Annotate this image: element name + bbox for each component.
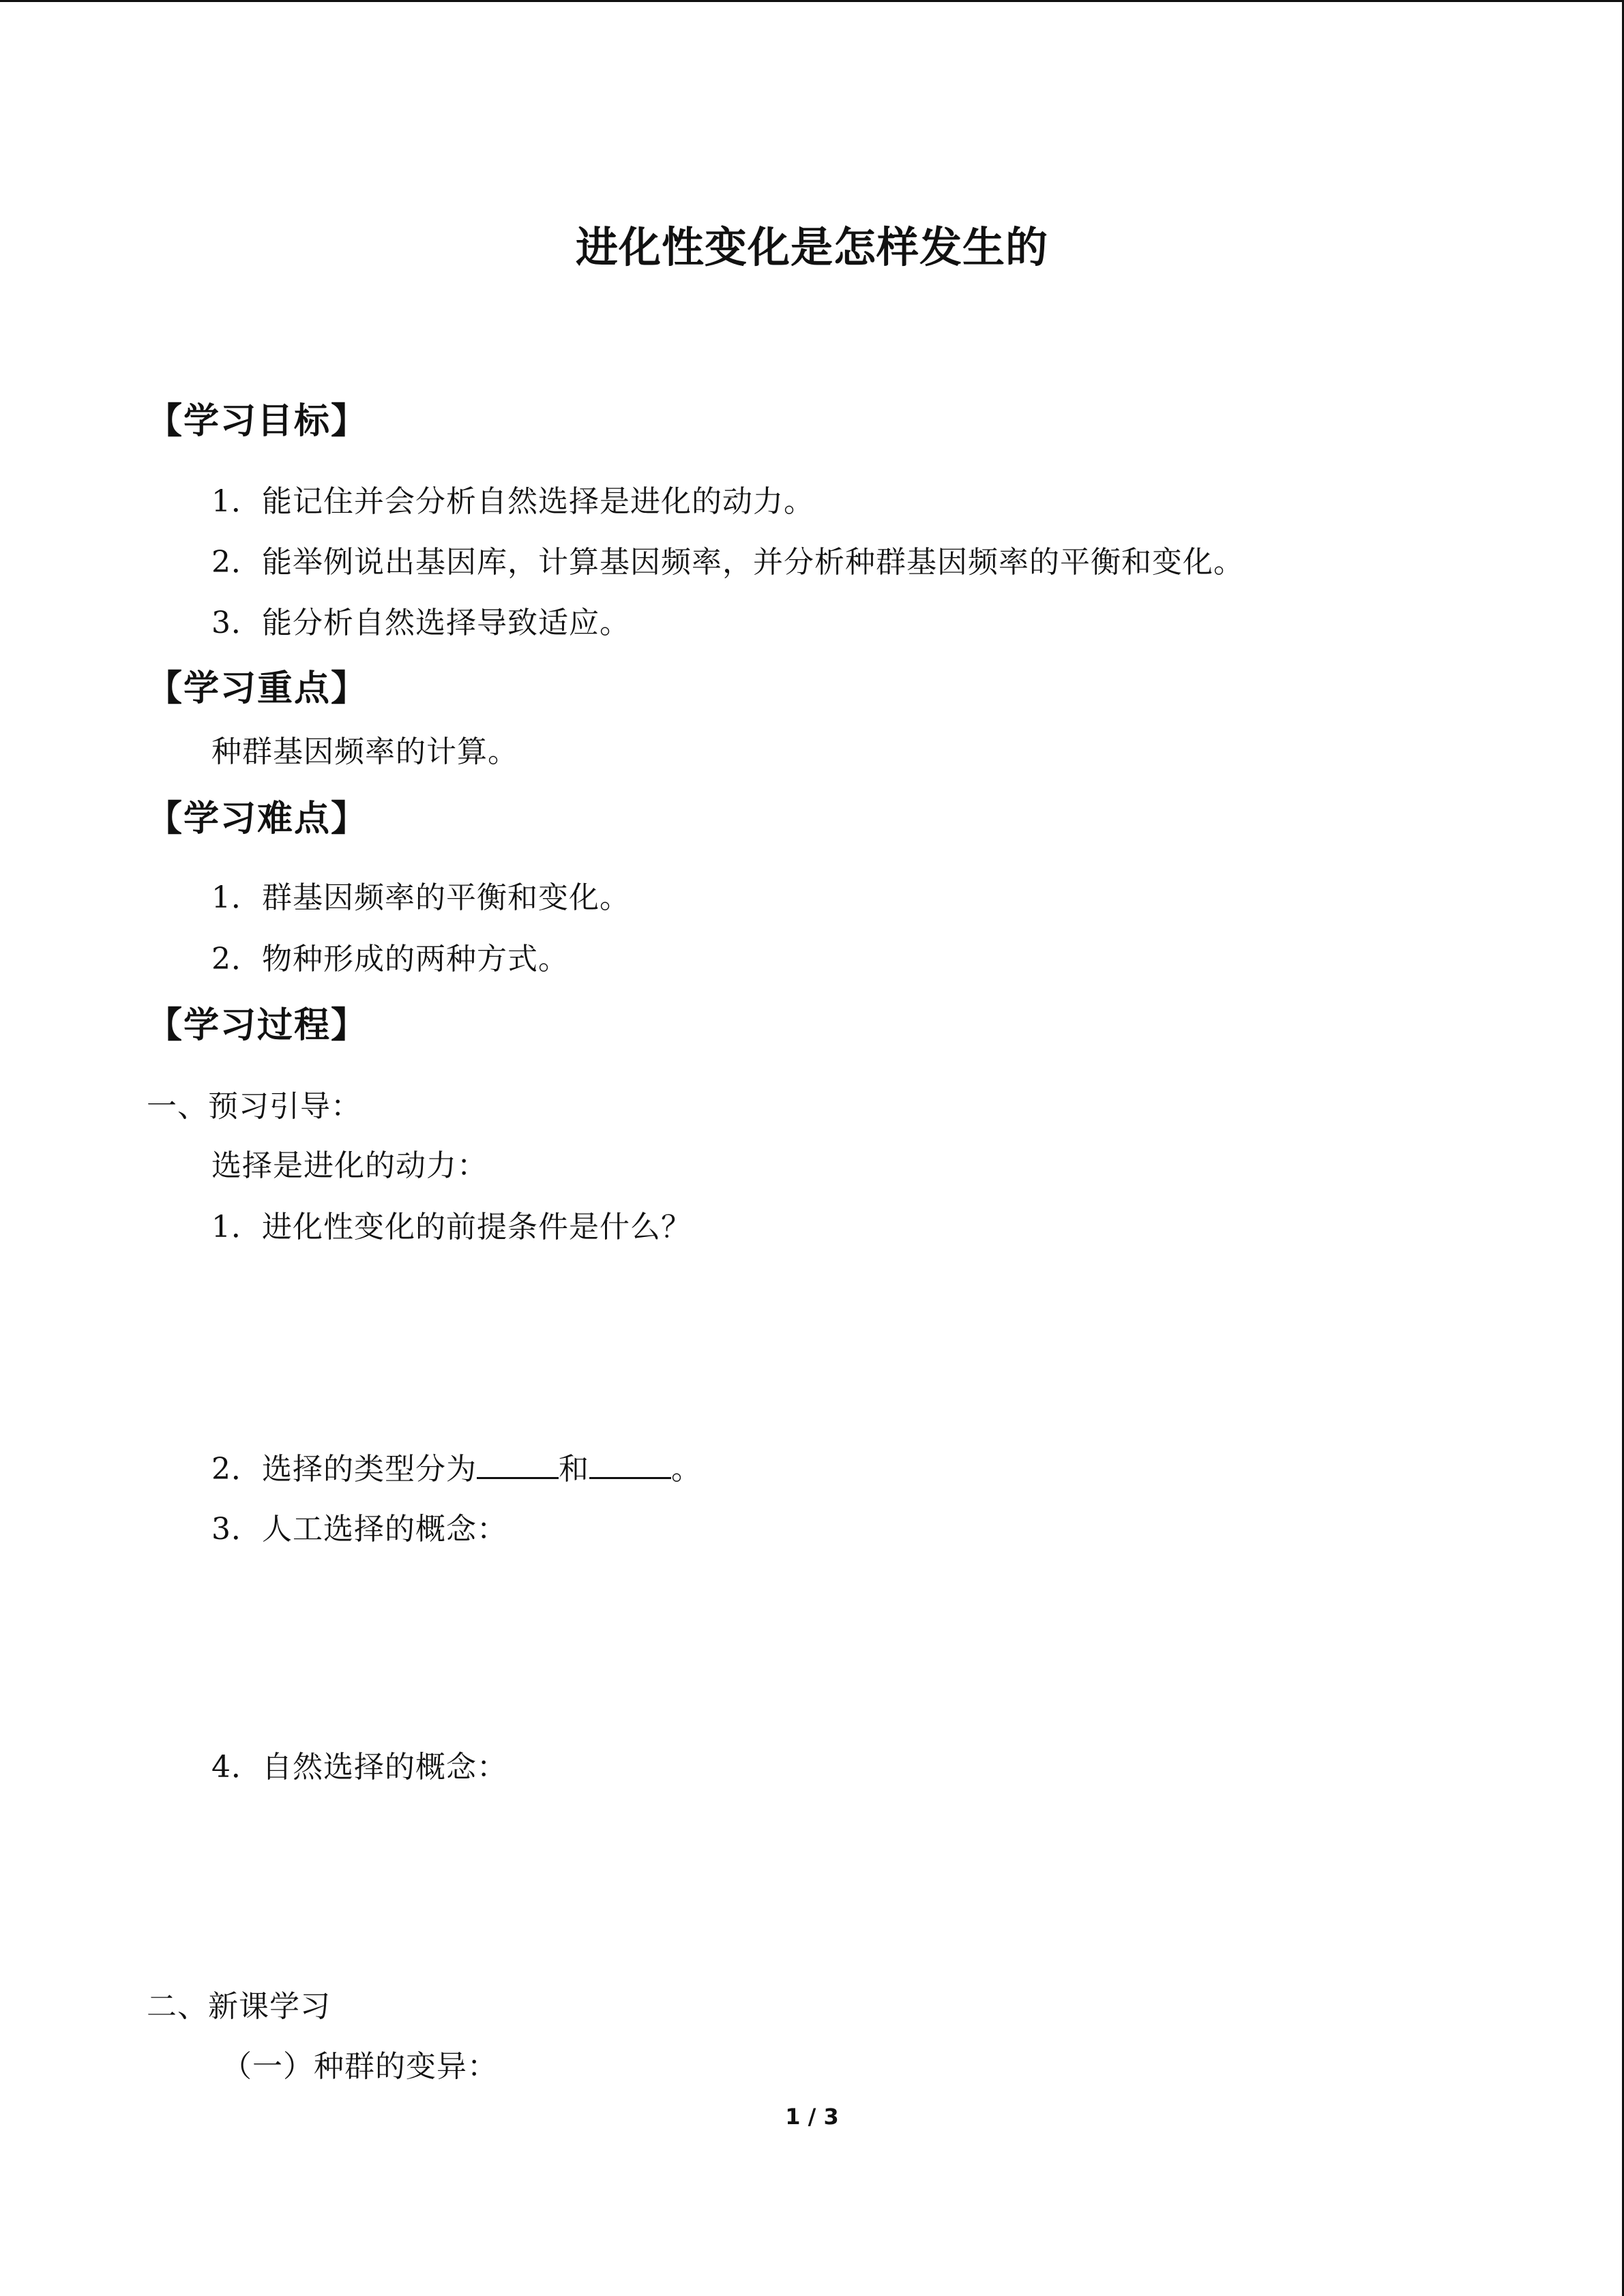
question-4-num: 4． — [211, 1750, 262, 1785]
question-2-text-c: 。 — [671, 1452, 702, 1487]
question-3 — [211, 1504, 507, 1548]
heading-difficulties: 【学习难点】 — [147, 799, 368, 839]
question-1-num: 1． — [211, 1210, 262, 1244]
question-2 — [211, 1444, 702, 1488]
goal-item-3-text: 能分析自然选择导致适应。 — [262, 606, 630, 640]
goal-item-3 — [211, 598, 630, 642]
part1-label: 一、预习引导： — [147, 1089, 361, 1124]
question-2-num: 2． — [211, 1452, 262, 1487]
part2-sub1: （一）种群的变异： — [222, 2049, 498, 2084]
question-2-text-b: 和 — [559, 1452, 589, 1487]
question-4 — [211, 1742, 507, 1786]
difficulty-item-2-num: 2． — [211, 942, 262, 976]
goal-item-1-num: 1． — [211, 484, 262, 519]
heading-process: 【学习过程】 — [147, 1005, 368, 1046]
part1-subtitle: 选择是进化的动力： — [211, 1148, 488, 1183]
question-3-num: 3． — [211, 1512, 262, 1547]
answer-blank-1[interactable] — [477, 1450, 559, 1479]
key-points-text: 种群基因频率的计算。 — [211, 734, 518, 769]
question-3-text: 人工选择的概念： — [262, 1512, 507, 1547]
difficulty-item-1-text: 群基因频率的平衡和变化。 — [262, 880, 630, 915]
part2-label: 二、新课学习 — [147, 1989, 331, 2024]
question-4-text: 自然选择的概念： — [262, 1750, 507, 1785]
heading-key-points: 【学习重点】 — [147, 668, 368, 709]
question-1-text: 进化性变化的前提条件是什么？ — [262, 1210, 692, 1244]
difficulty-item-2 — [211, 934, 569, 978]
goal-item-2-num: 2． — [211, 545, 262, 580]
difficulty-item-1 — [211, 873, 630, 916]
goal-item-2-text: 能举例说出基因库，计算基因频率，并分析种群基因频率的平衡和变化。 — [262, 545, 1244, 580]
heading-goals: 【学习目标】 — [147, 401, 368, 442]
goal-item-1-text: 能记住并会分析自然选择是进化的动力。 — [262, 484, 814, 519]
question-1 — [211, 1202, 692, 1246]
question-2-text-a: 选择的类型分为 — [262, 1452, 477, 1487]
goal-item-1 — [211, 477, 814, 520]
page-number: 1 / 3 — [785, 2104, 839, 2130]
goal-item-3-num: 3． — [211, 606, 262, 640]
difficulty-item-1-num: 1． — [211, 880, 262, 915]
goal-item-2 — [211, 537, 1244, 581]
document-title: 进化性变化是怎样发生的 — [575, 222, 1048, 272]
difficulty-item-2-text: 物种形成的两种方式。 — [262, 942, 569, 976]
answer-blank-2[interactable] — [589, 1450, 671, 1479]
